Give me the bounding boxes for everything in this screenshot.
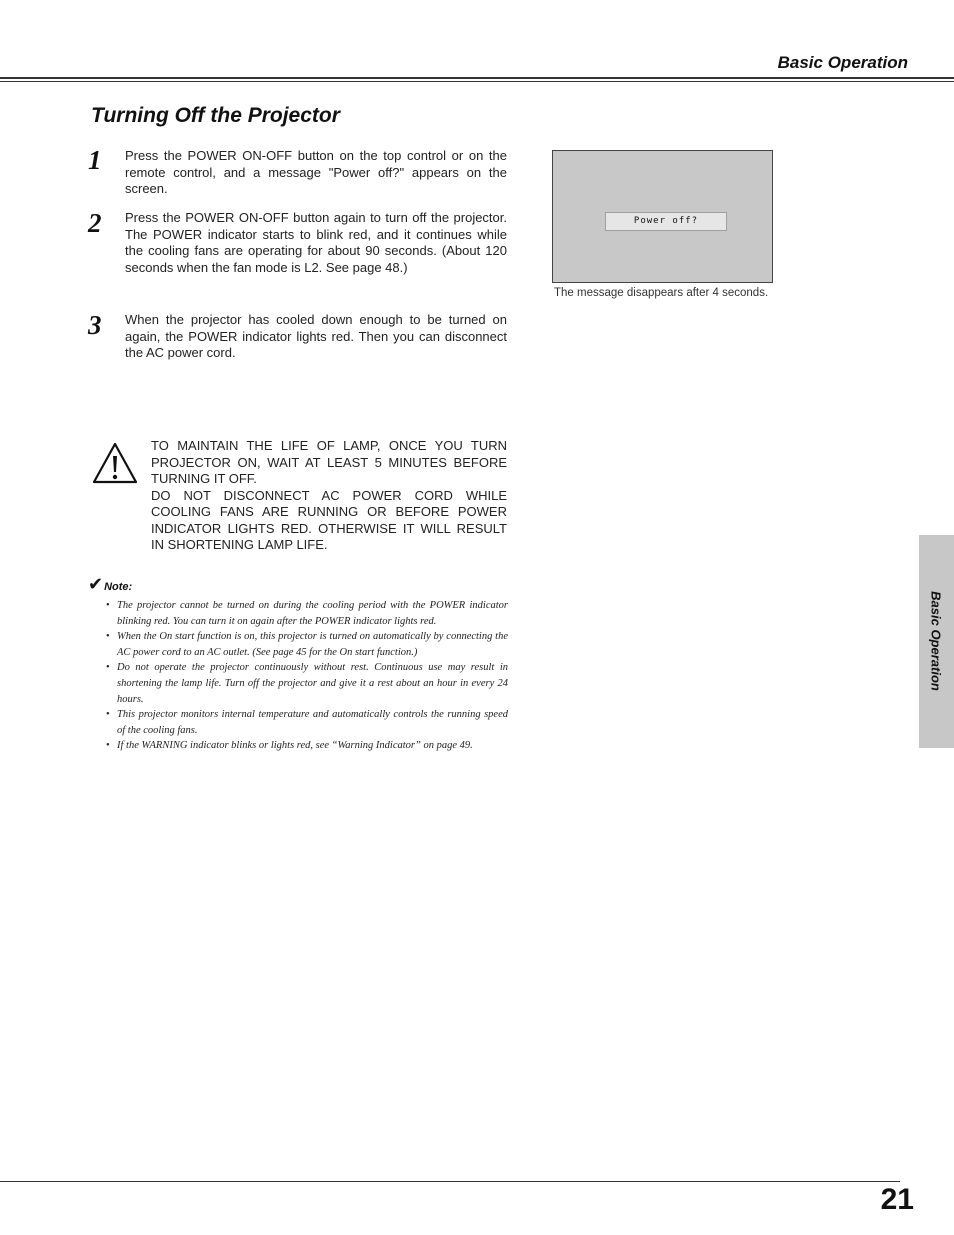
warning-line-1: TO MAINTAIN THE LIFE OF LAMP, ONCE YOU TURN PROJECTOR ON, WAIT AT LEAST 5 MINUTES BEFORE TURNING IT OFF. — [151, 438, 507, 486]
checkmark-icon: ✔ — [88, 574, 104, 594]
note-heading-label: Note: — [104, 581, 133, 593]
warning-line-2: DO NOT DISCONNECT AC POWER CORD WHILE COOLING FANS ARE RUNNING OR BEFORE POWER INDICATOR LIGHTS RED. OTHERWISE IT WILL RESULT IN SHORTENING LAMP LIFE. — [151, 487, 507, 552]
screen-caption: The message disappears after 4 seconds. — [554, 287, 769, 299]
section-title: Turning Off the Projector — [91, 104, 340, 127]
step-number-1: 1 — [88, 145, 102, 175]
screen-illustration — [552, 150, 773, 283]
note-list — [106, 598, 508, 754]
step-number-2: 2 — [88, 208, 102, 238]
note-item: • Do not operate the projector continuously without rest. Continuous use may result in shortening the lamp life. Turn off the projector and give it a rest about an hour in every 24 hours. — [106, 660, 508, 707]
note-item: • This projector monitors internal temperature and automatically controls the running speed of the cooling fans. — [106, 707, 508, 738]
warning-triangle-icon — [92, 442, 138, 484]
note-item: • When the On start function is on, this projector is turned on automatically by connecting the AC power cord to an AC outlet. (See page 45 for the On start function.) — [106, 629, 508, 660]
note-heading — [88, 574, 132, 595]
note-item: • If the WARNING indicator blinks or lights red, see “Warning Indicator” on page 49. — [106, 738, 508, 754]
header-rule — [0, 77, 954, 79]
note-item: • The projector cannot be turned on during the cooling period with the POWER indicator blinking red. You can turn it on again after the POWER indicator lights red. — [106, 598, 508, 629]
step-number-3: 3 — [88, 310, 102, 340]
power-off-message: Power off? — [605, 212, 727, 231]
header-section-label: Basic Operation — [777, 53, 908, 72]
header-rule-thin — [0, 81, 954, 82]
step-text-2: Press the POWER ON-OFF button again to turn off the projector. The POWER indicator starts to blink red, and it continues while the cooling fans are operating for about 90 seconds. (About 120 seconds when the fan mode is L2. See page 48.) — [125, 210, 507, 275]
warning-text — [151, 438, 507, 554]
step-text-1: Press the POWER ON-OFF button on the top control or on the remote control, and a message "Power off?" appears on the screen. — [125, 148, 507, 196]
side-tab-label: Basic Operation — [928, 591, 944, 691]
footer-rule — [0, 1181, 900, 1182]
side-tab — [919, 535, 954, 748]
page-number: 21 — [880, 1183, 914, 1216]
step-text-3: When the projector has cooled down enough to be turned on again, the POWER indicator lights red. Then you can disconnect the AC power cord. — [125, 312, 507, 360]
